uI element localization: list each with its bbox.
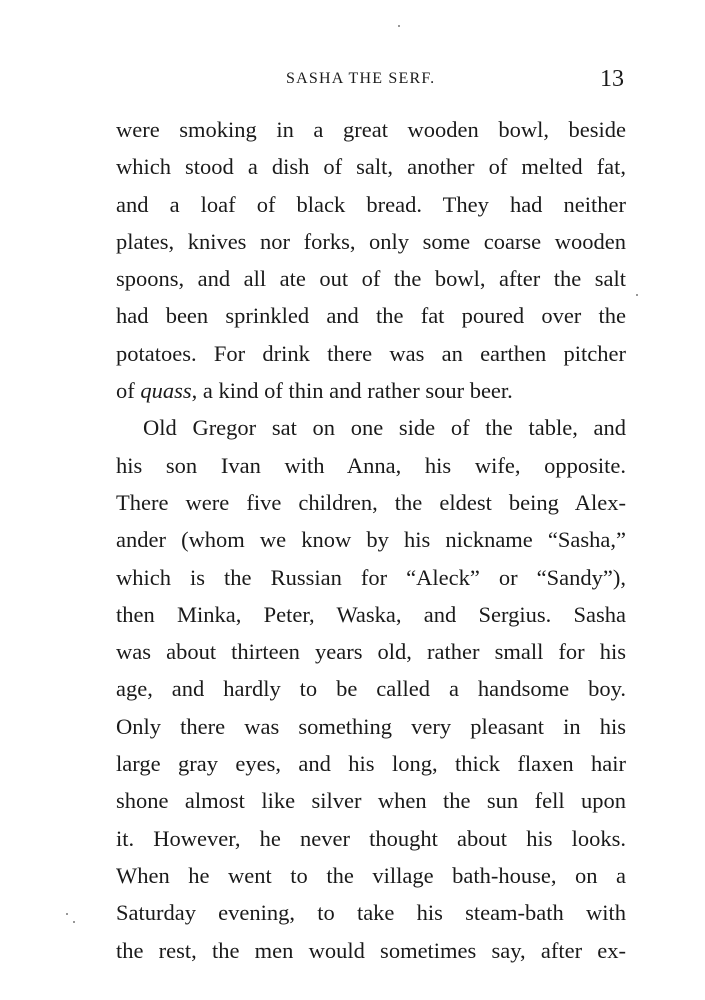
print-speck xyxy=(73,921,75,923)
running-title: SASHA THE SERF. xyxy=(286,70,436,87)
text-line: plates, knives nor forks, only some coarse wooden xyxy=(116,228,626,254)
text-line: the rest, the men would sometimes say, after ex- xyxy=(116,937,626,963)
text-line: and a loaf of black bread. They had neither xyxy=(116,191,626,217)
text-line: were smoking in a great wooden bowl, beside xyxy=(116,117,626,142)
text-line: Saturday evening, to take his steam-bath with xyxy=(116,900,626,926)
text-line: was about thirteen years old, rather small for his xyxy=(116,639,626,665)
text-line: his son Ivan with Anna, his wife, opposite. xyxy=(116,452,626,478)
text-line: it. However, he never thought about his looks. xyxy=(116,825,626,851)
text-line: Only there was something very pleasant in his xyxy=(116,713,626,739)
paragraph-first-line: Old Gregor sat on one side of the table, and xyxy=(143,415,626,441)
page-number: 13 xyxy=(600,66,624,92)
text-line: large gray eyes, and his long, thick flaxen hair xyxy=(116,751,626,777)
text-line: age, and hardly to be called a handsome boy. xyxy=(116,676,626,702)
italic-word: quass xyxy=(140,378,192,404)
text-line: When he went to the village bath-house, on a xyxy=(116,862,626,888)
running-head xyxy=(116,66,626,94)
print-speck xyxy=(66,913,68,915)
text-line: which stood a dish of salt, another of melted fat, xyxy=(116,154,626,180)
print-speck xyxy=(398,25,400,27)
text-line: spoons, and all ate out of the bowl, after the salt xyxy=(116,266,626,292)
body-text xyxy=(116,111,626,969)
text-line: had been sprinkled and the fat poured over the xyxy=(116,303,626,329)
text-line: potatoes. For drink there was an earthen pitcher xyxy=(116,340,626,366)
print-speck xyxy=(636,294,638,296)
text-line: then Minka, Peter, Waska, and Sergius. Sasha xyxy=(116,601,626,627)
text-line: ander (whom we know by his nickname “Sasha,” xyxy=(116,527,626,553)
text-line: shone almost like silver when the sun fell upon xyxy=(116,788,626,814)
text-line: which is the Russian for “Aleck” or “Sandy”), xyxy=(116,564,626,590)
paragraph-end-line xyxy=(116,372,626,409)
text-run: , a kind of thin and rather sour beer. xyxy=(191,378,513,404)
text-line: There were five children, the eldest being Alex- xyxy=(116,489,626,515)
text-run: of xyxy=(116,378,141,404)
